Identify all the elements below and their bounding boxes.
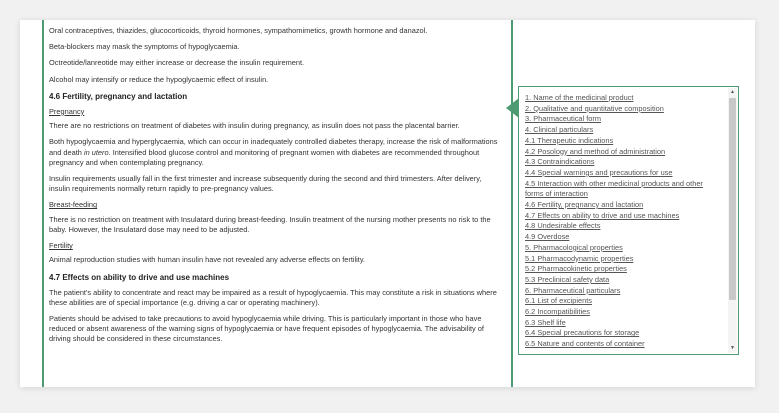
paragraph: There are no restrictions on treatment of diabetes with insulin during pregnancy, as insulin does not pass the placental barrier. [49,121,460,131]
toc-link-4[interactable]: 4. Clinical particulars [525,125,594,135]
paragraph: Beta-blockers may mask the symptoms of hypoglycaemia. [49,42,240,52]
table-of-contents [518,86,739,355]
paragraph: Oral contraceptives, thiazides, glucocorticoids, thyroid hormones, sympathomimetics, growth hormone and danazol. [49,26,428,35]
section-heading-4-6: 4.6 Fertility, pregnancy and lactation [49,91,188,101]
toc-link-6-5[interactable]: 6.5 Nature and contents of container [525,339,645,349]
toc-link-5[interactable]: 5. Pharmacological properties [525,242,623,252]
toc-link-5-3[interactable]: 5.3 Preclinical safety data [525,274,610,284]
left-border-line [42,20,44,387]
document-content [49,26,499,351]
subheading-breast-feeding: Breast-feeding [49,200,98,210]
toc-link-2[interactable]: 2. Qualitative and quantitative composition [525,103,664,113]
toc-link-3[interactable]: 3. Pharmaceutical form [525,114,601,124]
italic-term: in utero [83,147,109,157]
toc-list [525,93,722,350]
scroll-down-icon[interactable]: ▼ [730,345,735,351]
paragraph: Insulin requirements usually fall in the first trimester and increase subsequently during the second and third trimesters. After delivery, insulin requirements normally return rapidly to pre-pregnancy values. [49,174,482,194]
paragraph: Patients should be advised to take precautions to avoid hypoglycaemia while driving. This is particularly important in those who have reduced or absent awareness of the warning signs of hypoglycaemia or have frequent episodes of hypoglycaemia. The advisability of driving should be considered in these circumstances. [49,314,484,344]
toc-divider-line [511,20,513,387]
toc-link-6-2[interactable]: 6.2 Incompatibilities [525,307,590,317]
toc-link-4-9[interactable]: 4.9 Overdose [525,232,570,242]
text-run: Both hypoglycaemia and hyperglycaemia, which can occur in inadequately controlled diabetes therapy, increase the risk of malformations and death [49,137,498,157]
toc-link-6[interactable]: 6. Pharmaceutical particulars [525,285,621,295]
document-card [20,20,755,387]
toc-link-6-4[interactable]: 6.4 Special precautions for storage [525,328,640,338]
toc-link-4-4[interactable]: 4.4 Special warnings and precautions for use [525,167,673,177]
paragraph: Octreotide/lanreotide may either increase or decrease the insulin requirement. [49,58,305,68]
subheading-pregnancy: Pregnancy [49,106,85,116]
text-run: . Intensified blood glucose control and monitoring of pregnant women with diabetes are recommended throughout pregnancy and when contemplating pregnancy. [49,147,480,167]
toc-link-4-6[interactable]: 4.6 Fertility, pregnancy and lactation [525,200,644,210]
paragraph: Alcohol may intensify or reduce the hypoglycaemic effect of insulin. [49,74,269,84]
toc-link-4-3[interactable]: 4.3 Contraindications [525,157,595,167]
toc-link-4-7[interactable]: 4.7 Effects on ability to drive and use machines [525,210,680,220]
toc-link-1[interactable]: 1. Name of the medicinal product [525,93,634,102]
section-heading-4-7: 4.7 Effects on ability to drive and use machines [49,272,230,282]
toc-link-5-1[interactable]: 5.1 Pharmacodynamic properties [525,253,634,263]
subheading-fertility: Fertility [49,241,73,251]
scroll-up-icon[interactable]: ▲ [730,89,735,95]
toc-link-4-2[interactable]: 4.2 Posology and method of administration [525,146,666,156]
toc-scrollbar[interactable] [728,88,737,353]
paragraph: The patient's ability to concentrate and react may be impaired as a result of hypoglycaemia. This may constitute a risk in situations where these abilities are of special importance (e.g. driving a car or operating machinery). [49,287,497,307]
toc-link-6-3[interactable]: 6.3 Shelf life [525,317,566,327]
toc-link-4-8[interactable]: 4.8 Undesirable effects [525,221,601,231]
paragraph: Animal reproduction studies with human insulin have not revealed any adverse effects on fertility. [49,255,366,265]
paragraph [49,137,499,168]
toc-link-6-1[interactable]: 6.1 List of excipients [525,296,592,306]
toc-link-5-2[interactable]: 5.2 Pharmacokinetic properties [525,264,627,274]
paragraph: There is no restriction on treatment with Insulatard during breast-feeding. Insulin treatment of the nursing mother presents no risk to the baby. However, the Insulatard dose may need to be adjusted. [49,214,491,234]
toc-link-4-1[interactable]: 4.1 Therapeutic indications [525,135,614,145]
toc-link-4-5[interactable]: 4.5 Interaction with other medicinal products and other forms of interaction [525,178,703,199]
scrollbar-thumb[interactable] [729,98,736,300]
